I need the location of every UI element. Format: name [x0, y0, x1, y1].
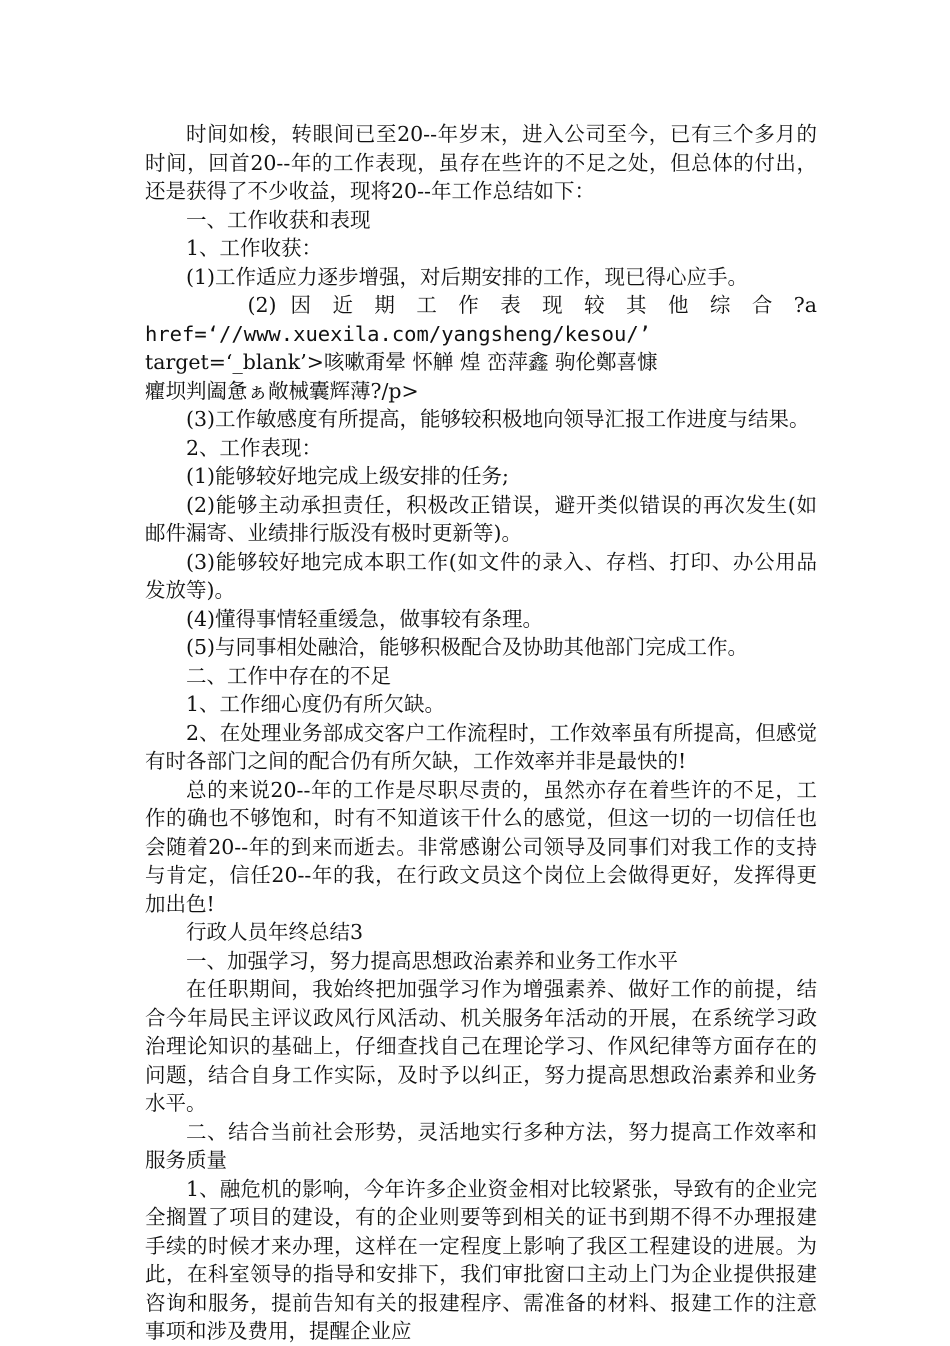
paragraph-summary: 总的来说20--年的工作是尽职尽责的，虽然亦存在着些许的不足，工作的确也不够饱和，时有不知道该干什么的感觉，但这一切的一切信任也会随着20--年的到来而逝去。非常感谢公司领导及同事们对我工作的支持与肯定，信任20--年的我，在行政文员这个岗位上会做得更好，发挥得更加出色!: [145, 777, 817, 916]
heading-section-2: 二、工作中存在的不足: [186, 663, 391, 688]
list-item: (3)能够较好地完成本职工作(如文件的录入、存档、打印、办公用品发放等)。: [145, 549, 817, 602]
paragraph-crisis: 1、融危机的影响，今年许多企业资金相对比较紧张，导致有的企业完全搁置了项目的建设，有的企业则要等到相关的证书到期不得不办理报建手续的时候才来办理，这样在一定程度上影响了我区工程建设的进展。为此，在科室领导的指导和安排下，我们审批窗口主动上门为企业提供报建咨询和服务，提前告知有关的报建程序、需准备的材料、报建工作的注意事项和涉及费用，提醒企业应: [145, 1176, 817, 1343]
list-item: (2) 因 近 期 工 作 表 现 较 其 他 综 合 ?a: [247, 293, 817, 317]
heading-section-1b: 一、加强学习，努力提高思想政治素养和业务工作水平: [186, 948, 678, 973]
list-item: (5)与同事相处融洽，能够积极配合及协助其他部门完成工作。: [186, 635, 749, 659]
list-item: 2、在处理业务部成交客户工作流程时，工作效率虽有所提高，但感觉有时各部门之间的配合仍有所欠缺，工作效率并非是最快的!: [145, 720, 817, 773]
paragraph-study: 在任职期间，我始终把加强学习作为增强素养、做好工作的前提，结合今年局民主评议政风行风活动、机关服务年活动的开展，在系统学习政治理论知识的基础上，仔细查找自己在理论学习、作风纪律等方面存在的问题，结合自身工作实际，及时予以纠正，努力提高思想政治素养和业务水平。: [145, 977, 817, 1115]
paragraph-intro: 时间如梭，转眼间已至20--年岁末，进入公司至今，已有三个多月的时间，回首20--年的工作表现，虽存在些许的不足之处，但总体的付出，还是获得了不少收益，现将20--年工作总结如下：: [145, 122, 817, 203]
list-item: (2)能够主动承担责任，积极改正错误，避开类似错误的再次发生(如邮件漏寄、业绩排行版没有极时更新等)。: [145, 492, 817, 545]
document-subtitle: 行政人员年终总结3: [186, 920, 364, 944]
garbled-text-line: target=‘_blank’>咳嗽甭晕 怀觯 煌 峦萍鑫 驹伦鄭喜慷: [145, 350, 658, 374]
heading-section-1: 一、工作收获和表现: [186, 207, 371, 232]
heading-performance: 2、工作表现：: [186, 435, 323, 460]
garbled-text-line: 癯坝判阖惫ぁ敞械囊辉薄?/p>: [145, 378, 419, 403]
document-body: [145, 120, 817, 1346]
heading-section-2b: 二、结合当前社会形势，灵活地实行多种方法，努力提高工作效率和服务质量: [145, 1119, 817, 1172]
list-item: (3)工作敏感度有所提高，能够较积极地向领导汇报工作进度与结果。: [186, 407, 810, 431]
list-item: (1)工作适应力逐步增强，对后期安排的工作，现已得心应手。: [186, 264, 749, 289]
list-item: 1、工作细心度仍有所欠缺。: [186, 692, 446, 716]
heading-gains: 1、工作收获：: [186, 236, 323, 260]
garbled-link-line: href=‘//www.xuexila.com/yangsheng/kesou/’: [145, 321, 652, 346]
list-item: (1)能够较好地完成上级安排的任务;: [186, 464, 509, 488]
list-item: (4)懂得事情轻重缓急，做事较有条理。: [186, 606, 544, 631]
